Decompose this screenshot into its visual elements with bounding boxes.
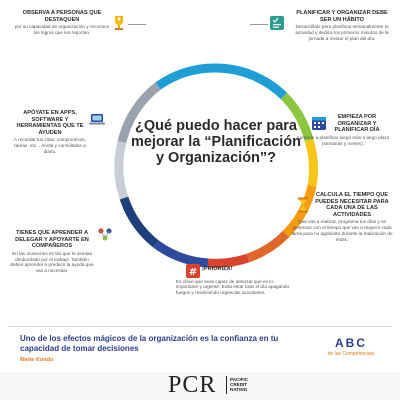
quote-text: Uno de los efectos mágicos de la organización es la confianza en tu capacidad de tomar decisiones	[20, 334, 279, 353]
pcr-logo-line: RATING	[230, 387, 248, 393]
tip-title: ¡PRIORIZA!	[202, 266, 233, 272]
ring-segment	[156, 244, 208, 263]
tip-body: Que vas a realizar, programa tus días y sé generoso con el tiempo que vas a requerir cada tarea para no agobiarte durante la realización de éstas.	[291, 219, 393, 242]
pcr-logo-line: CREDIT	[230, 382, 248, 388]
logo-divider	[226, 376, 227, 394]
tip-empieza	[296, 114, 390, 146]
tip-body: A recordar tus citas, compromisos, tareas, etc... Anota y consúltalas a diario.	[14, 137, 86, 154]
team-icon	[96, 226, 114, 244]
tip-title: TIENES QUE APRENDER A DELEGAR Y APOYARTE EN COMPAÑEROS	[15, 230, 89, 250]
tip-title: EMPIEZA POR ORGANIZAR Y PLANIFICAR DÍA	[334, 114, 380, 134]
ring-segment	[309, 140, 313, 186]
pcr-logo-text	[230, 377, 248, 393]
tip-apoyate	[10, 110, 90, 155]
tip-prioriza	[176, 262, 296, 296]
tip-body: Aprende a planificar luego más a largo plazo (semanas y meses).	[296, 134, 390, 146]
svg-text:#: #	[188, 267, 198, 278]
tip-observa	[14, 10, 110, 36]
tip-title: APÓYATE EN APPS, SOFTWARE Y HERRAMIENTAS QUE TE AYUDEN	[16, 110, 84, 136]
laptop-icon	[88, 110, 106, 128]
pcr-logo-line: PACIFIC	[230, 377, 249, 382]
section-divider	[8, 326, 392, 327]
abc-logo-subtitle: de las Competencias	[327, 351, 375, 357]
center-question: ¿Qué puedo hacer para mejorar la “Planificación y Organización”?	[130, 118, 302, 166]
trophy-icon	[110, 14, 128, 32]
ring-segment	[158, 68, 216, 86]
checklist-icon	[268, 14, 286, 32]
tip-calcula	[290, 192, 394, 243]
quote-author: Marie Kondo	[20, 357, 54, 363]
tip-body: Es clave que seas capaz de detectar qué es lo importante y urgente. Evita estar todo el día apagando fuegos y resolviendo urgencias acuciantes.	[176, 278, 290, 296]
ring-segment	[216, 68, 284, 96]
ring-segment	[119, 142, 124, 198]
tip-planificar	[292, 10, 392, 42]
tip-delegar	[10, 230, 94, 274]
pcr-logo-mark: PCR	[168, 372, 217, 398]
abc-logo	[316, 336, 386, 357]
tip-body: En las ocasiones en las que te sientas desbordado por el trabajo. También debes aprender a predecir la ayuda que vas a necesitar.	[10, 250, 94, 274]
connector-line	[250, 24, 268, 25]
ring-segment	[124, 198, 156, 244]
connector-line	[128, 24, 146, 25]
tip-title: PLANIFICAR Y ORGANIZAR DEBE SER UN HÁBITO	[296, 10, 388, 23]
ring-segment	[248, 234, 286, 258]
tip-body: por su capacidad de organización y reconoce los logros que les reportan.	[14, 24, 110, 35]
tip-title: OBSERVA A PERSONAS QUE DESTAQUEN	[22, 10, 102, 23]
abc-logo-mark: ABC	[335, 336, 367, 350]
tip-title: CALCULA EL TIEMPO QUE PUEDES NECESITAR PARA CADA UNA DE LAS ACTIVIDADES	[315, 192, 389, 218]
tip-body: Desarróllalo para planificar semanalmente tu actividad y dedica los primeros minutos de la jornada a revisar el plan del día.	[295, 24, 389, 41]
